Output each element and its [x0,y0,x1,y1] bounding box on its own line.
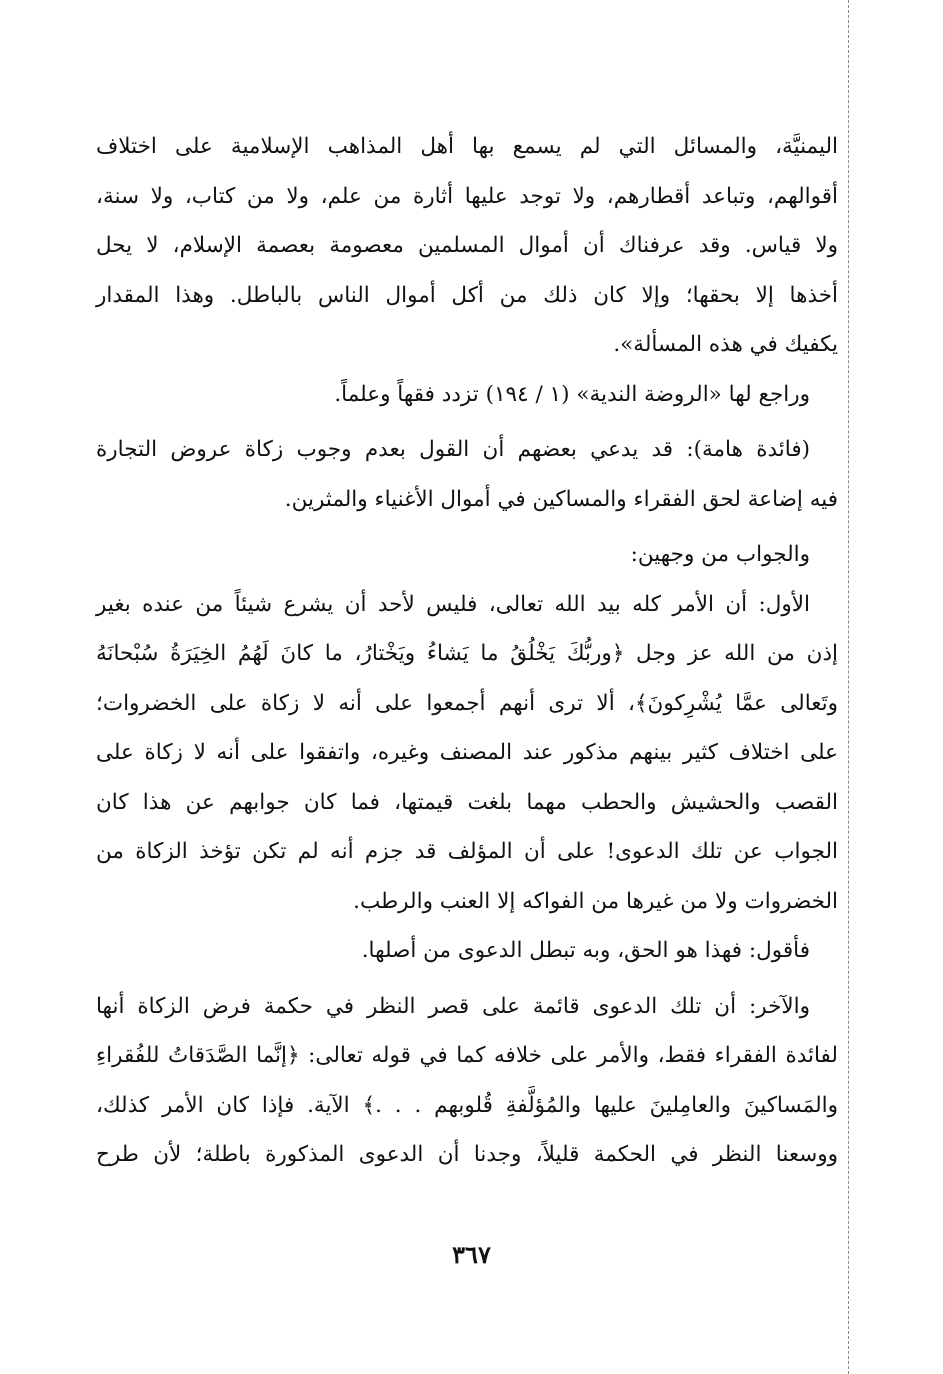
paragraph-6 [96,926,838,976]
page-edge-line [848,0,849,1374]
text-line: (فائدة هامة): قد يدعي بعضهم أن القول بعدم وجوب زكاة عروض التجارة [96,437,810,462]
text-line: اليمنيَّة، والمسائل التي لم يسمع بها أهل المذاهب الإسلامية على اختلاف [96,134,838,159]
text-line: والآخر: أن تلك الدعوى قائمة على قصر النظر في حكمة فرض الزكاة أنها [96,993,810,1019]
text-line: أقوالهم، وتباعد أقطارهم، ولا توجد عليها أثارة من علم، ولا من كتاب، ولا سنة، [96,183,838,209]
text-line: لفائدة الفقراء فقط، والأمر على خلافه كما في قوله تعالى: ﴿إنَّما الصَّدَقاتُ للفُقراءِ [96,1043,838,1068]
text-line: القصب والحشيش والحطب مهما بلغت قيمتها، فما كان جوابهم عن هذا كان [96,789,838,815]
text-line: يكفيك في هذه المسألة». [613,332,838,357]
paragraph-3 [96,425,838,524]
paragraph-7 [96,982,838,1180]
text-line: ولا قياس. وقد عرفناك أن أموال المسلمين معصومة بعصمة الإسلام، لا يحل [96,233,838,258]
text-line: والجواب من وجهين: [630,542,810,567]
text-line: والمَساكينَ والعامِلينَ عليها والمُؤلَّفةِ قُلوبهم . . .﴾ الآية. فإذا كان الأمر كذلك، [96,1092,838,1118]
text-line: على اختلاف كثير بينهم مذكور عند المصنف وغيره، واتفقوا على أنه لا زكاة على [96,740,838,765]
text-line: الجواب عن تلك الدعوى! على أن المؤلف قد جزم أنه لم تكن تؤخذ الزكاة من [96,839,838,864]
text-line: وتَعالى عمَّا يُشْرِكونَ﴾، ألا ترى أنهم أجمعوا على أنه لا زكاة على الخضروات؛ [96,690,838,716]
paragraph-5 [96,580,838,927]
text-line: وراجع لها «الروضة الندية» (١ / ١٩٤) تزدد فقهاً وعلماً. [334,381,810,407]
text-line: فيه إضاعة لحق الفقراء والمساكين في أموال الأغنياء والمثرين. [284,486,838,512]
text-line: الخضروات ولا من غيرها من الفواكه إلا العنب والرطب. [353,888,838,914]
text-line: الأول: أن الأمر كله بيد الله تعالى، فليس لأحد أن يشرع شيئاً من عنده بغير [96,591,810,617]
page-number: ٣٦٧ [452,1240,491,1269]
body-text [96,122,838,1180]
paragraph-4 [96,530,838,580]
paragraph-2 [96,370,838,420]
text-line: فأقول: فهذا هو الحق، وبه تبطل الدعوى من أصلها. [361,938,810,963]
paragraph-1 [96,122,838,370]
text-line: ووسعنا النظر في الحكمة قليلاً، وجدنا أن الدعوى المذكورة باطلة؛ لأن طرح [96,1142,838,1167]
text-line: أخذها إلا بحقها؛ وإلا كان ذلك من أكل أموال الناس بالباطل. وهذا المقدار [96,282,838,308]
text-line: إذن من الله عز وجل ﴿وربُّكَ يَخْلُقُ ما يَشاءُ ويَخْتارُ، ما كانَ لَهُمُ الخِيَرَةُ سُبْحانَهُ [96,641,838,666]
